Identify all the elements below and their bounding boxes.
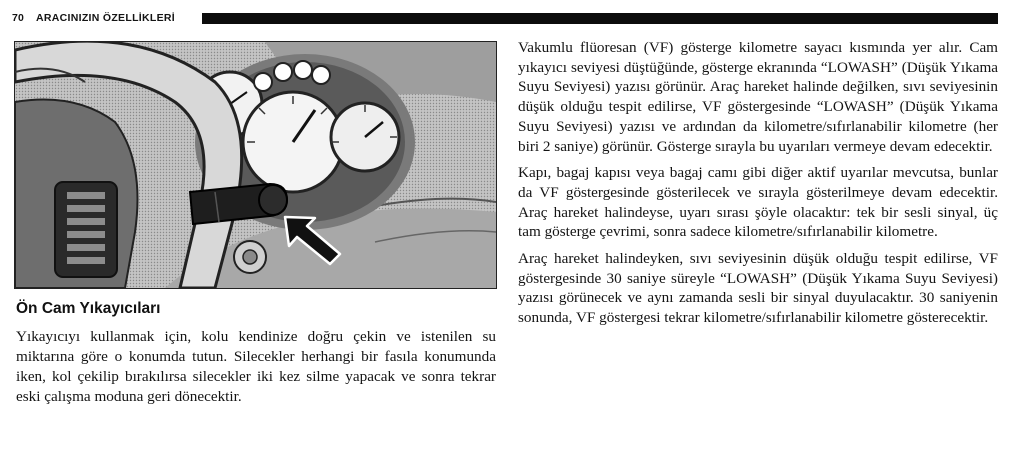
vf-paragraph-1: Vakumlu flüoresan (VF) gösterge kilometre sayacı kısmında yer alır. Cam yıkayıcı seviyesi düştüğünde, gösterge ekranında “LOWASH” (Düşük Yıkama Suyu Seviyesi) yazısı görünür. Araç hareket halinde değilken, sıvı seviyesinin düşük olduğu tespit edilirse, VF göstergesinde “LOWASH” (Düşük Yıkama Suyu Seviyesi) yazısı ve ardından da kilometre/sıfırlanabilir kilometre (her biri 2 saniye) görünür. Gösterge sırayla bu uyarıları vermeye devam edecektir. [518,39,998,155]
section-title: ARACINIZIN ÖZELLİKLERİ [36,12,176,24]
header-rule [202,13,998,24]
page-number: 70 [12,12,25,24]
vf-paragraph-2: Kapı, bagaj kapısı veya bagaj camı gibi diğer aktif uyarılar mevcutsa, bunlar da VF göstergesinde gösterilecek ve sırayla gösterilmeye devam edecektir. Araç hareket halindeyse, uyarı sırası şöyle olacaktır: tek bir sesli sinyal, üç tam gösterge çevrimi, sonra sadece kilometre/sıfırlanabilir kilometre. [518,164,998,241]
washer-heading: Ön Cam Yıkayıcıları [16,300,161,317]
page-header [0,10,1000,30]
right-column [518,38,998,335]
vf-paragraph-3: Araç hareket halindeyken, sıvı seviyesinin düşük olduğu tespit edilirse, VF göstergesinde 30 saniye süreyle “LOWASH” (Düşük Yıkama Suyu Seviyesi) yazısı görünecek ve aynı zamanda sesli bir sinyal duyulacaktır. 30 saniyenin sonunda, VF göstergesi tekrar kilometre/sıfırlanabilir kilometre gösterecektir. [518,250,998,327]
wiper-stalk-photo [14,41,497,289]
washer-paragraph: Yıkayıcıyı kullanmak için, kolu kendinize doğru çekin ve istenilen su miktarına göre o konumda tutun. Silecekler herhangi bir fasıla konumunda iken, kol çekilip bırakılırsa silecekler iki kez silme yapacak ve sonra tekrar eski çalışma moduna geri dönecektir. [16,328,496,405]
